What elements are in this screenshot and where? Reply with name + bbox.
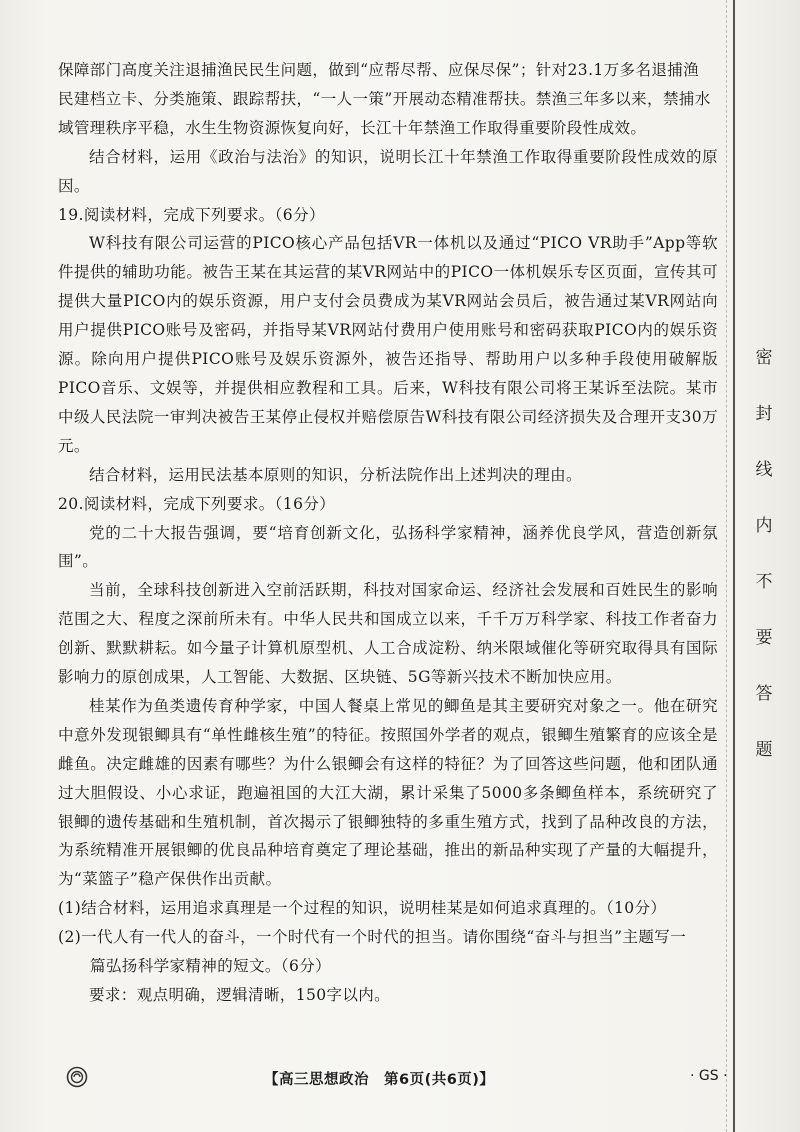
q20-sub-1: (1)结合材料，运用追求真理是一个过程的知识，说明桂某是如何追求真理的。（10分） <box>58 899 667 918</box>
binding-char: 要 <box>755 628 773 648</box>
binding-char: 线 <box>755 460 773 480</box>
binding-notice <box>752 330 776 778</box>
q20-para-3: 桂某作为鱼类遗传育种学家，中国人餐桌上常见的鲫鱼是其主要研究对象之一。他在研究中意外发现银鲫具有“单性雌核生殖”的特征。按照国外学者的观点，银鲫生殖繁育的应该全是雌鱼。决定雌雄的因素有哪些？为什么银鲫会有这样的特征？为了回答这些问题，他和团队通过大胆假设、小心求证，跑遍祖国的大江大湖，累计采集了5000多条鲫鱼样本，系统研究了银鲫的遗传基础和生殖机制，首次揭示了银鲫独特的多重生殖方式，找到了品种改良的方法，为系统精准开展银鲫的优良品种培育奠定了理论基础，推出的新品种实现了产量的大幅提升，为“菜篮子”稳产保供作出贡献。 <box>58 696 718 889</box>
q18-task: 结合材料，运用《政治与法治》的知识，说明长江十年禁渔工作取得重要阶段性成效的原因。 <box>58 147 718 195</box>
q19-task: 结合材料，运用民法基本原则的知识，分析法院作出上述判决的理由。 <box>89 465 582 484</box>
page-content <box>58 56 718 1010</box>
binding-char: 答 <box>755 684 773 704</box>
publisher-logo-icon <box>66 1066 88 1088</box>
q20-sub-2-line-1: (2)一代人有一代人的奋斗，一个时代有一个时代的担当。请你围绕“奋斗与担当”主题写一 <box>58 928 687 947</box>
binding-char: 密 <box>755 348 773 368</box>
page-footer <box>0 1064 800 1094</box>
q18-line-1: 保障部门高度关注退捕渔民民生问题，做到“应帮尽帮、应保尽保”；针对23.1万多名退捕渔 <box>58 61 700 79</box>
footer-code: · GS · <box>690 1068 728 1084</box>
binding-char: 封 <box>755 404 773 424</box>
q20-title: 20.阅读材料，完成下列要求。（16分） <box>58 494 336 513</box>
q18-line-2: 民建档立卡、分类施策、跟踪帮扶，“一人一策”开展动态精准帮扶。禁渔三年多以来，禁捕水 <box>58 89 711 108</box>
binding-char: 题 <box>755 740 773 760</box>
q19-material: W科技有限公司运营的PICO核心产品包括VR一体机以及通过“PICO VR助手”App等软件提供的辅助功能。被告王某在其运营的某VR网站中的PICO一体机娱乐专区页面，宣传其可提供大量PICO内的娱乐资源，用户支付会员费成为某VR网站会员后，被告通过某VR网站向用户提供PICO账号及密码，并指导某VR网站付费用户使用账号和密码获取PICO内的娱乐资源。除向用户提供PICO账号及娱乐资源外，被告还指导、帮助用户以多种手段使用破解版PICO音乐、文娱等，并提供相应教程和工具。后来，W科技有限公司将王某诉至法院。某市中级人民法院一审判决被告王某停止侵权并赔偿原告W科技有限公司经济损失及合理开支30万元。 <box>58 234 718 455</box>
q19-title: 19.阅读材料，完成下列要求。（6分） <box>58 205 325 224</box>
binding-char: 不 <box>755 572 773 592</box>
q20-para-1: 党的二十大报告强调，要“培育创新文化，弘扬科学家精神，涵养优良学风，营造创新氛围”。 <box>58 523 718 571</box>
binding-dashed-line <box>726 0 728 1132</box>
q20-sub-2-line-2: 篇弘扬科学家精神的短文。（6分） <box>90 957 332 976</box>
binding-line <box>733 0 735 1132</box>
binding-char: 内 <box>755 516 773 536</box>
q20-para-2: 当前，全球科技创新进入空前活跃期，科技对国家命运、经济社会发展和百姓民生的影响范围之大、程度之深前所未有。中华人民共和国成立以来，千千万万科学家、科技工作者奋力创新、默默耕耘。如今量子计算机原型机、人工合成淀粉、纳米限域催化等研究取得具有国际影响力的原创成果，人工智能、大数据、区块链、5G等新兴技术不断加快应用。 <box>58 581 718 687</box>
footer-label: 【高三思想政治 第6页(共6页)】 <box>264 1072 495 1088</box>
q18-line-3: 域管理秩序平稳，水生生物资源恢复向好，长江十年禁渔工作取得重要阶段性成效。 <box>58 118 647 137</box>
q20-requirement: 要求：观点明确，逻辑清晰，150字以内。 <box>89 986 391 1004</box>
